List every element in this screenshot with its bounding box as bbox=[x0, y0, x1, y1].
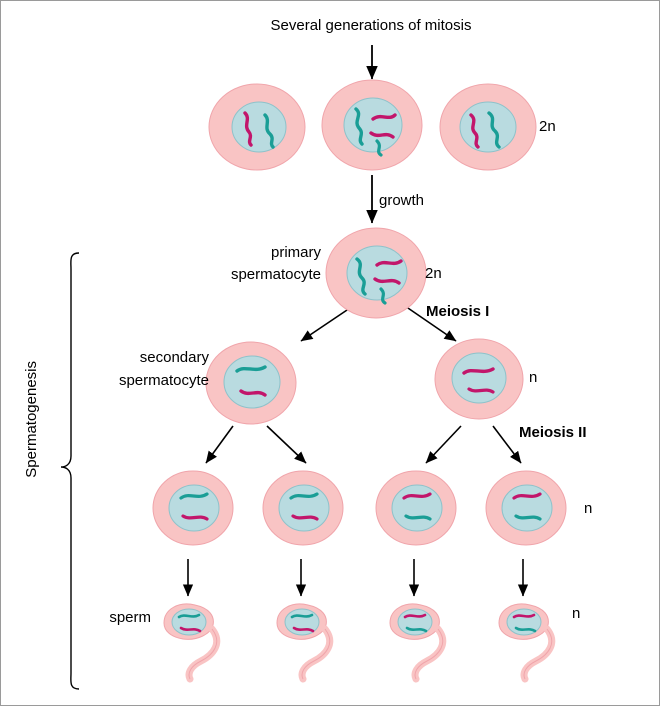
meiosis-2-label: Meiosis II bbox=[519, 424, 587, 441]
cell-primary-spermatocyte bbox=[326, 228, 426, 318]
arrow-meiosis2-a bbox=[206, 426, 233, 463]
cell-spermatid-3 bbox=[376, 471, 456, 545]
cell-sperm-4 bbox=[499, 604, 552, 679]
sperm-label: sperm bbox=[109, 609, 151, 626]
ploidy-primary: 2n bbox=[425, 265, 442, 282]
cell-secondary-spermatocyte-left bbox=[206, 342, 296, 424]
primary-spermatocyte-label-line1: primary bbox=[270, 244, 321, 261]
cell-sperm-3 bbox=[390, 604, 443, 679]
cell-spermatogonium-1 bbox=[209, 84, 305, 170]
cell-sperm-1 bbox=[164, 604, 217, 679]
arrow-meiosis2-b bbox=[267, 426, 306, 463]
cell-spermatogonium-3 bbox=[440, 84, 536, 170]
diagram-title: Several generations of mitosis bbox=[270, 17, 472, 34]
growth-label: growth bbox=[379, 192, 425, 209]
spermatogenesis-label: Spermatogenesis bbox=[23, 361, 40, 478]
cell-spermatid-4 bbox=[486, 471, 566, 545]
primary-spermatocyte-label-line2: spermatocyte bbox=[230, 266, 321, 283]
cell-spermatogonium-2 bbox=[322, 80, 422, 170]
arrow-meiosis2-d bbox=[493, 426, 521, 463]
ploidy-mitosis-row: 2n bbox=[539, 118, 556, 135]
cell-spermatid-1 bbox=[153, 471, 233, 545]
arrow-meiosis2-c bbox=[426, 426, 461, 463]
cell-spermatid-2 bbox=[263, 471, 343, 545]
arrow-meiosis1-left bbox=[301, 306, 353, 341]
cell-sperm-2 bbox=[277, 604, 330, 679]
meiosis-1-label: Meiosis I bbox=[426, 303, 490, 320]
ploidy-sperm: n bbox=[572, 605, 581, 622]
ploidy-spermatid: n bbox=[584, 500, 593, 517]
ploidy-secondary: n bbox=[529, 369, 538, 386]
cell-secondary-spermatocyte-right bbox=[435, 339, 523, 419]
secondary-spermatocyte-label-line2: spermatocyte bbox=[118, 372, 209, 389]
secondary-spermatocyte-label-line1: secondary bbox=[139, 349, 209, 366]
